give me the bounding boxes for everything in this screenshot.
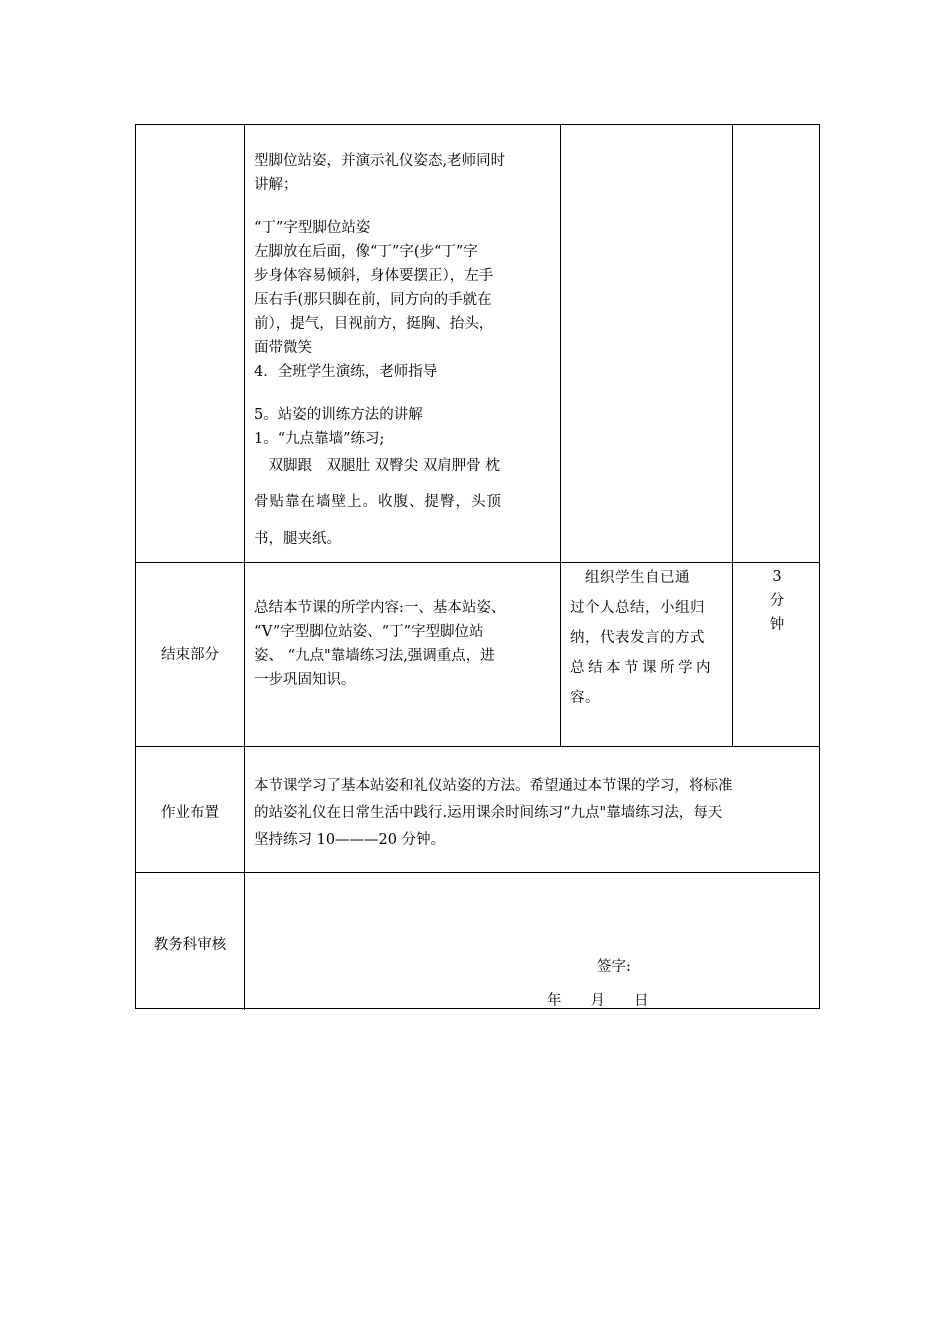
- content-line: 本节课学习了基本站姿和礼仪站姿的方法。希望通过本节课的学习，将标准: [254, 778, 733, 794]
- content-line: 一步巩固知识。: [254, 672, 356, 688]
- row2-content: [254, 596, 554, 692]
- row2-method: [570, 563, 728, 713]
- column-divider: [244, 125, 245, 1010]
- row3-content: [254, 773, 814, 854]
- content-line: 型脚位站姿，并演示礼仪姿态,老师同时: [254, 153, 506, 169]
- method-line: 纳，代表发言的方式: [570, 630, 705, 646]
- content-line: 面带微笑: [254, 340, 312, 356]
- method-line: 总结本节课所学内: [570, 660, 714, 676]
- nine-point-line: 书，腿夹纸。: [254, 531, 341, 547]
- row2-label: 结束部分: [161, 647, 219, 663]
- content-line: 4．全班学生演练，老师指导: [254, 364, 438, 380]
- content-line: “丁”字型脚位站姿: [254, 220, 371, 236]
- row2-time: [733, 565, 821, 637]
- row1-content: [254, 149, 554, 384]
- row-divider: [136, 872, 819, 873]
- content-line: 步身体容易倾斜，身体要摆正），左手: [254, 268, 494, 284]
- content-line: 的站姿礼仪在日常生活中践行.运用课余时间练习“九点"靠墙练习法，每天: [254, 805, 723, 821]
- row-divider: [136, 746, 819, 747]
- method-line: 组织学生自已通: [570, 570, 690, 586]
- content-line: 讲解；: [254, 177, 298, 193]
- time-line: 分: [769, 593, 785, 609]
- column-divider: [732, 125, 733, 747]
- row3-label: 作业布置: [161, 805, 219, 821]
- nine-point-heading: 1。“九点靠墙”练习;: [254, 431, 385, 447]
- content-line: 左脚放在后面，像“丁”字(步“丁”字: [254, 244, 478, 260]
- content-line: 总结本节课的所学内容:一、基本站姿、: [254, 600, 506, 616]
- content-line: “V”字型脚位站姿、“丁”字型脚位站: [254, 624, 484, 640]
- content-line: 姿、 “九点"靠墙练习法,强调重点，进: [254, 648, 495, 664]
- column-divider: [560, 125, 561, 747]
- method-line: 过个人总结，小组归: [570, 600, 705, 616]
- method-line: 容。: [570, 690, 600, 706]
- training-method-heading: 5。站姿的训练方法的讲解: [254, 407, 423, 423]
- nine-point-line: 双脚跟 双腿肚 双臀尖 双肩胛骨 枕: [254, 458, 500, 474]
- content-line: 压右手(那只脚在前，同方向的手就在: [254, 292, 492, 308]
- content-line: 坚持练习 10———20 分钟。: [254, 832, 446, 848]
- signature-label: 签字:: [597, 959, 631, 975]
- row4-label: 教务科审核: [153, 937, 227, 953]
- nine-point-line: 骨贴靠在墙壁上。收腹、提臀，头顶: [254, 494, 502, 510]
- content-line: 前），提气，目视前方，挺胸、抬头，: [254, 316, 494, 332]
- date-line: 年 月 日: [547, 993, 649, 1009]
- time-line: 钟: [769, 617, 785, 633]
- time-line: 3: [772, 569, 782, 585]
- lesson-plan-table: [135, 124, 820, 1009]
